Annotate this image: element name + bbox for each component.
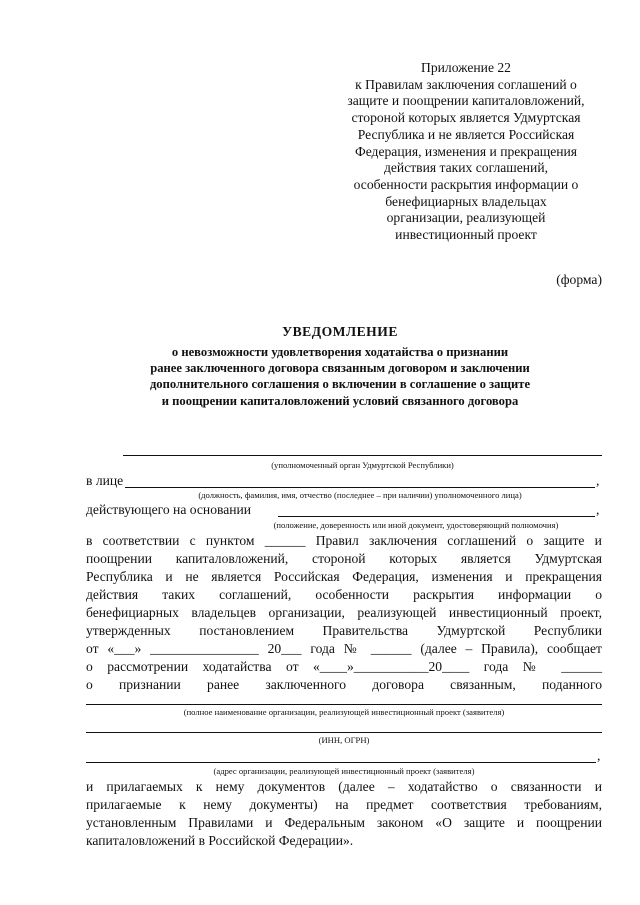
basis-comma: , (596, 502, 600, 517)
body-line: Республика и не является Российская Федерация, изменения и прекращения (86, 569, 603, 584)
body-line-last: капиталовложений в Российской Федерации». (86, 833, 354, 848)
basis-field-line[interactable] (278, 516, 595, 517)
appendix-header (330, 60, 602, 244)
appendix-line: инвестиционный проект (395, 227, 537, 243)
person-caption: (должность, фамилия, имя, отчество (последнее – при наличии) уполномоченного лица) (198, 490, 522, 500)
subtitle-line: дополнительного соглашения о включении в соглашение о защите (149, 377, 531, 392)
body-line: о признании ранее заключенного договора связанным, поданного (86, 677, 602, 692)
address-field-line[interactable] (86, 762, 596, 763)
document-subtitle (70, 344, 610, 409)
basis-caption: (положение, доверенность или иной документ, удостоверяющий полномочия) (273, 520, 559, 530)
person-field-line[interactable] (125, 487, 595, 488)
authority-caption: (уполномоченный орган Удмуртской Республики) (271, 460, 454, 470)
body-line: утвержденных постановлением Правительства Удмуртской Республики (86, 623, 602, 638)
body-line: и прилагаемых к нему документов (далее – ходатайство о связанности и (86, 779, 602, 794)
authority-field-line[interactable] (123, 455, 602, 456)
body-line: прилагаемые к нему документы) на предмет соответствия требованиям, (86, 797, 603, 812)
body-line: бенефициарных владельцев организации, реализующей инвестиционный проект, (86, 605, 602, 620)
body-line: установленным Правилами и Федеральным законом «О защите и поощрении (86, 815, 603, 830)
inn-caption: (ИНН, ОГРН) (318, 735, 370, 745)
inn-field-line[interactable] (86, 732, 602, 733)
form-label: (форма) (556, 272, 602, 287)
body-line: поощрении капиталовложений, стороной которых является Удмуртская (86, 551, 603, 566)
person-comma: , (596, 473, 600, 488)
appendix-line: к Правилам заключения соглашений о (355, 76, 577, 92)
person-label: в лице (86, 473, 124, 488)
subtitle-line: ранее заключенного договора связанным договором и заключении (150, 361, 530, 376)
body-line: о рассмотрении ходатайства от «____»___________20____ года № ______ (86, 659, 602, 674)
appendix-line: особенности раскрытия информации о (353, 176, 579, 192)
appendix-line: защите и поощрении капиталовложений, (347, 93, 585, 109)
subtitle-line: о невозможности удовлетворения ходатайства о признании (171, 345, 509, 359)
body-line: действия таких соглашений, особенности раскрытия информации о (86, 587, 602, 602)
document-title: УВЕДОМЛЕНИЕ (282, 324, 398, 339)
address-caption: (адрес организации, реализующей инвестиционный проект (заявителя) (213, 766, 475, 776)
body-line: от «___» ________________ 20___ года № ______ (далее – Правила), сообщает (86, 641, 602, 656)
appendix-line: Республика и не является Российская (357, 126, 575, 142)
subtitle-line: и поощрении капиталовложений условий связанного договора (161, 393, 519, 408)
appendix-line: организации, реализующей (386, 210, 546, 226)
appendix-line: стороной которых является Удмуртская (351, 110, 581, 126)
applicant-name-caption: (полное наименование организации, реализующей инвестиционный проект (заявителя) (183, 707, 505, 717)
basis-label: действующего на основании (86, 502, 252, 517)
applicant-name-line[interactable] (86, 704, 602, 705)
appendix-line: Приложение 22 (421, 60, 511, 75)
appendix-line: Федерация, изменения и прекращения (354, 143, 578, 159)
body-line: в соответствии с пунктом ______ Правил заключения соглашений о защите и (86, 533, 602, 548)
appendix-line: действия таких соглашений, (383, 160, 548, 176)
address-comma: , (597, 748, 601, 763)
appendix-line: бенефициарных владельцах (385, 193, 547, 209)
